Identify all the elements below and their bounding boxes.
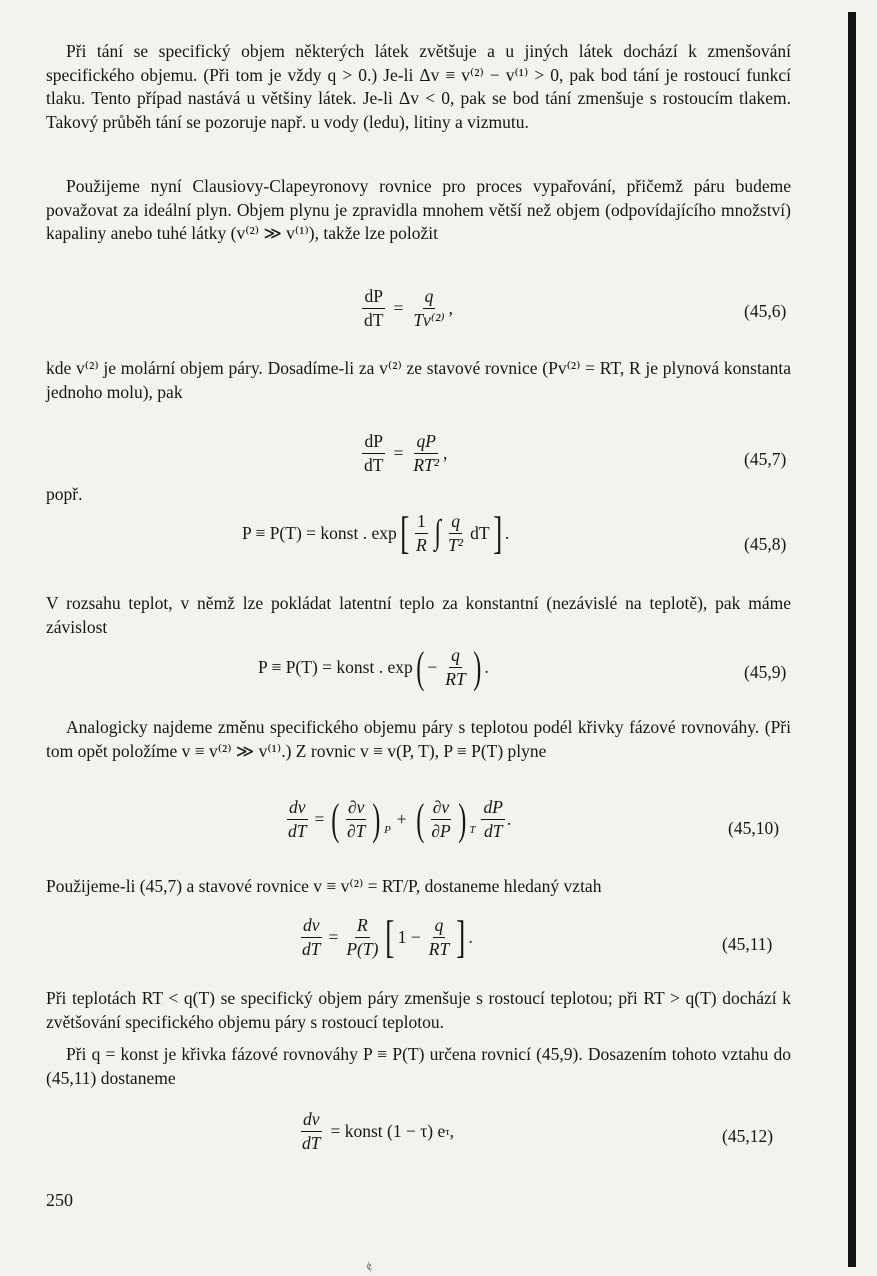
equation-45-8: P ≡ P(T) = konst . exp [ $\frac{1}{R}$ ∫ $\frac{q}{\text{T²}}$ dT ] . [242,507,510,558]
fraction: $\frac{q}{\text{Tv⁽²⁾}}$ [413,286,445,330]
paragraph-text: Použijeme nyní Clausiovy-Clapeyronovy rovnice pro proces vypařování, přičemž páru budeme považovat za ideální plyn. Objem plynu je zpravidla mnohem větší než objem (odpovídajícího množství) kapaliny anebo tuhé látky (v⁽²⁾ ≫ v⁽¹⁾), takže lze položit [46,176,791,244]
paragraph-constant-heat [46,592,791,639]
fraction: $\frac{q}{\text{T²}}$ [448,510,464,555]
paragraph-text: V rozsahu teplot, v němž lze pokládat latentní teplo za konstantní (nezávislé na teplotě), pak máme závislost [46,593,791,637]
bracket: [ [385,911,395,962]
equation-number: (45,12) [722,1126,774,1146]
equation-45-10: $\frac{dv}{dT}$ = ( $\frac{\partial v}{\partial T}$ ) P + ( $\frac{\partial v}{\partial P}$ ) T $\frac{dP}{dT}$ . [288,794,512,844]
equation-number: (45,11) [722,934,773,954]
page-number: 250 [46,1190,73,1210]
paragraph-temperature-regimes [46,987,791,1034]
paragraph-melting [46,40,791,134]
paragraph-popr [46,483,791,507]
fraction: $\frac{R}{P(T)}$ [346,914,379,959]
paragraph-text: kde v⁽²⁾ je molární objem páry. Dosadíme-li za v⁽²⁾ ze stavové rovnice (Pv⁽²⁾ = RT, R je plynová konstanta jednoho molu), pak [46,358,791,402]
fraction: $\frac{qP}{\text{RT²}}$ [413,431,439,475]
paragraph-state-equation [46,875,791,899]
fraction: $\frac{\partial v}{\partial T}$ [347,797,366,841]
scan-edge-bar [848,12,856,1267]
parenthesis: ( [331,794,340,844]
paragraph-evaporation [46,175,791,246]
paragraph-text: Analogicky najdeme změnu specifického objemu páry s teplotou podél křivky fázové rovnováhy. (Při tom opět položíme v ≡ v⁽²⁾ ≫ v⁽¹⁾.) Z rovnic v ≡ v(P, T), P ≡ P(T) plyne [46,717,791,761]
equation-45-7: $\frac{dP}{dT}$ = $\frac{qP}{\text{RT²}}$ , [364,431,448,475]
integral-sign: ∫ [434,514,441,551]
fraction: $\frac{dP}{dT}$ [483,797,503,841]
bracket: [ [399,507,409,558]
paragraph-text: Při tání se specifický objem některých látek zvětšuje a u jiných látek dochází k zmenšování specifického objemu. (Při tom je vždy q > 0.) Je-li Δv ≡ v⁽²⁾ − v⁽¹⁾ > 0, pak bod tání je rostoucí funkcí tlaku. Tento případ nastává u většiny látek. Je-li Δv < 0, pak se bod tání zmenšuje s rostoucím tlakem. Takový průběh tání se pozoruje např. u vody (ledu), litiny a vizmutu. [46,41,791,132]
equation-number: (45,7) [744,449,787,469]
bracket: ] [492,507,502,558]
fraction: $\frac{dv}{dT}$ [288,797,307,841]
scan-speck: ɇ [362,1257,375,1274]
parenthesis: ( [415,794,425,844]
equation-45-9: P ≡ P(T) = konst . exp ( − $\frac{q}{RT}$ ) . [258,642,489,692]
parenthesis: ) [372,794,381,844]
parenthesis: ( [416,642,425,692]
equation-number: (45,6) [744,301,787,321]
equation-number: (45,10) [728,818,780,838]
equation-number: (45,9) [744,662,787,682]
paragraph-molar-volume [46,357,791,404]
parenthesis: ) [457,794,467,844]
fraction: $\frac{dP}{dT}$ [364,286,384,330]
paragraph-analogous [46,716,791,763]
paragraph-substitution [46,1043,791,1090]
paragraph-text: Použijeme-li (45,7) a stavové rovnice v ≡ v⁽²⁾ = RT/P, dostaneme hledaný vztah [46,876,602,896]
paragraph-text: Při teplotách RT < q(T) se specifický objem páry zmenšuje s rostoucí teplotou; při RT > q(T) dochází k zvětšování specifického objemu páry s rostoucí teplotou. [46,988,791,1032]
equation-45-12: $\frac{dv}{dT}$ = konst (1 − τ) e τ , [302,1109,455,1153]
equation-number: (45,8) [744,534,787,554]
fraction: $\frac{dv}{dT}$ [302,914,321,959]
fraction: $\frac{q}{RT}$ [445,645,466,689]
fraction: $\frac{\partial v}{\partial P}$ [431,797,451,841]
bracket: ] [456,911,466,962]
parenthesis: ) [472,642,482,692]
fraction: $\frac{dP}{dT}$ [364,431,384,475]
fraction: $\frac{q}{RT}$ [428,914,450,959]
paragraph-text: popř. [46,484,83,504]
paragraph-text: Při q = konst je křivka fázové rovnováhy P ≡ P(T) určena rovnicí (45,9). Dosazením tohoto vztahu do (45,11) dostaneme [46,1044,791,1088]
fraction: $\frac{1}{R}$ [416,510,427,555]
equation-45-11: $\frac{dv}{dT}$ = $\frac{R}{P(T)}$ [ 1 − $\frac{q}{RT}$ ] . [302,911,473,962]
fraction: $\frac{dv}{dT}$ [302,1109,321,1153]
equation-45-6: $\frac{dP}{dT}$ = $\frac{q}{\text{Tv⁽²⁾}}$ , [364,286,454,330]
